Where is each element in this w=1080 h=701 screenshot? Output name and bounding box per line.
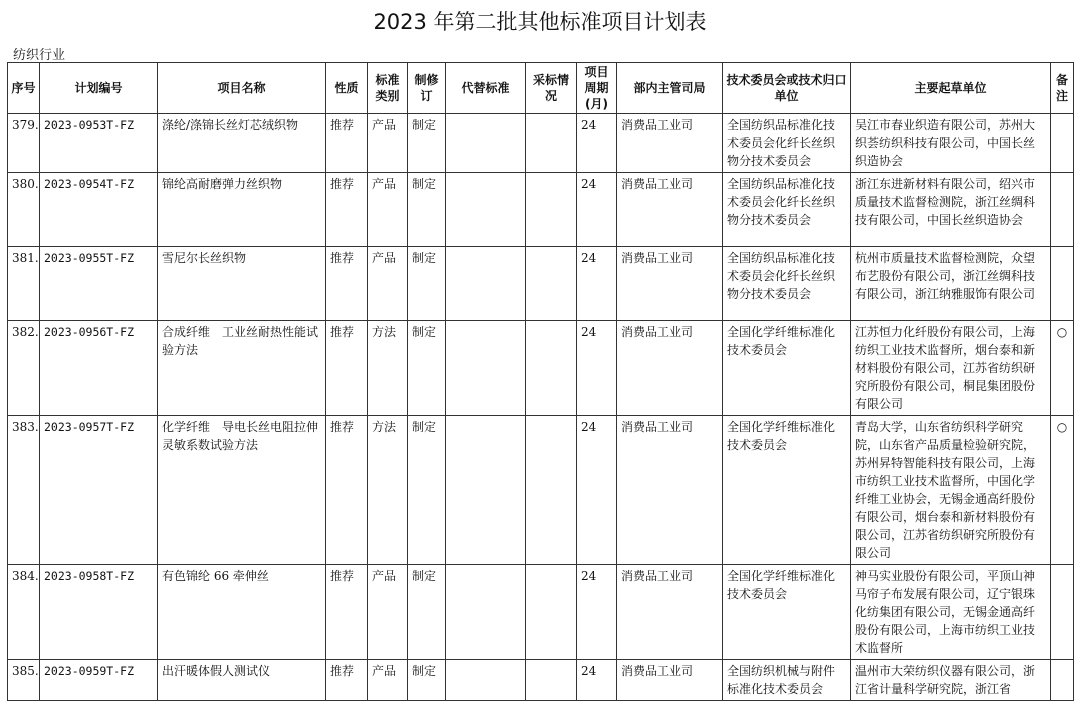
cell-type: 制定 — [408, 247, 446, 321]
cell-committee: 全国化学纤维标准化技术委员会 — [723, 416, 851, 565]
cell-period: 24 — [577, 114, 617, 173]
cell-note — [1051, 565, 1074, 660]
cell-adopt — [526, 321, 577, 416]
cell-note — [1051, 660, 1074, 701]
cell-seq: 383. — [8, 416, 40, 565]
col-header-dept: 部内主管司局 — [617, 63, 723, 114]
cell-category: 产品 — [368, 565, 408, 660]
cell-seq: 380. — [8, 173, 40, 247]
cell-name: 锦纶高耐磨弹力丝织物 — [158, 173, 326, 247]
cell-drafters: 温州市大荣纺织仪器有限公司，浙江省计量科学研究院，浙江省 — [851, 660, 1051, 701]
cell-committee: 全国化学纤维标准化技术委员会 — [723, 565, 851, 660]
cell-replace — [446, 173, 526, 247]
col-header-code: 计划编号 — [40, 63, 158, 114]
section-label: 纺织行业 — [13, 48, 66, 63]
cell-category: 产品 — [368, 247, 408, 321]
cell-replace — [446, 321, 526, 416]
col-header-drafters: 主要起草单位 — [851, 63, 1051, 114]
cell-drafters: 青岛大学，山东省纺织科学研究院，山东省产品质量检验研究院，苏州昇特智能科技有限公司，上海市纺织工业技术监督所，中国化学纤维工业协会，无锡金通高纤股份有限公司，烟台泰和新材料股份有限公司，江苏省纺织研究所股份有限公司 — [851, 416, 1051, 565]
cell-committee: 全国纺织品标准化技术委员会化纤长丝织物分技术委员会 — [723, 247, 851, 321]
cell-type: 制定 — [408, 321, 446, 416]
cell-type: 制定 — [408, 565, 446, 660]
col-header-replace: 代替标准 — [446, 63, 526, 114]
cell-seq: 381. — [8, 247, 40, 321]
cell-type: 制定 — [408, 173, 446, 247]
cell-drafters: 杭州市质量技术监督检测院，众望布艺股份有限公司，浙江丝绸科技有限公司，浙江纳雅服饰有限公司 — [851, 247, 1051, 321]
cell-committee: 全国纺织品标准化技术委员会化纤长丝织物分技术委员会 — [723, 114, 851, 173]
cell-adopt — [526, 565, 577, 660]
table-row — [8, 114, 1074, 173]
cell-name: 出汗暖体假人测试仪 — [158, 660, 326, 701]
cell-seq: 385. — [8, 660, 40, 701]
col-header-adopt: 采标情况 — [526, 63, 577, 114]
cell-note: ○ — [1051, 416, 1074, 565]
cell-category: 产品 — [368, 114, 408, 173]
cell-code: 2023-0957T-FZ — [40, 416, 158, 565]
cell-committee: 全国纺织机械与附件标准化技术委员会 — [723, 660, 851, 701]
col-header-note: 备注 — [1051, 63, 1074, 114]
cell-dept: 消费品工业司 — [617, 173, 723, 247]
cell-committee: 全国化学纤维标准化技术委员会 — [723, 321, 851, 416]
table-header-row — [8, 63, 1074, 114]
cell-nature: 推荐 — [326, 173, 368, 247]
cell-code: 2023-0956T-FZ — [40, 321, 158, 416]
table-row — [8, 321, 1074, 416]
cell-category: 产品 — [368, 660, 408, 701]
cell-seq: 384. — [8, 565, 40, 660]
cell-period: 24 — [577, 565, 617, 660]
cell-name: 合成纤维 工业丝耐热性能试验方法 — [158, 321, 326, 416]
cell-category: 方法 — [368, 321, 408, 416]
table-row — [8, 416, 1074, 565]
col-header-nature: 性质 — [326, 63, 368, 114]
page-title: 2023 年第二批其他标准项目计划表 — [373, 10, 707, 34]
cell-drafters: 吴江市春业织造有限公司，苏州大织荟纺织科技有限公司，中国长丝织造协会 — [851, 114, 1051, 173]
cell-replace — [446, 565, 526, 660]
cell-nature: 推荐 — [326, 660, 368, 701]
cell-note — [1051, 173, 1074, 247]
cell-dept: 消费品工业司 — [617, 660, 723, 701]
cell-note: ○ — [1051, 321, 1074, 416]
cell-period: 24 — [577, 173, 617, 247]
col-header-committee: 技术委员会或技术归口单位 — [723, 63, 851, 114]
cell-nature: 推荐 — [326, 247, 368, 321]
cell-adopt — [526, 660, 577, 701]
col-header-seq: 序号 — [8, 63, 40, 114]
table-row — [8, 247, 1074, 321]
cell-code: 2023-0954T-FZ — [40, 173, 158, 247]
cell-replace — [446, 660, 526, 701]
cell-adopt — [526, 114, 577, 173]
cell-code: 2023-0958T-FZ — [40, 565, 158, 660]
table-row — [8, 173, 1074, 247]
cell-drafters: 浙江东进新材料有限公司，绍兴市质量技术监督检测院，浙江丝绸科技有限公司，中国长丝织造协会 — [851, 173, 1051, 247]
cell-category: 产品 — [368, 173, 408, 247]
cell-nature: 推荐 — [326, 416, 368, 565]
cell-dept: 消费品工业司 — [617, 247, 723, 321]
cell-nature: 推荐 — [326, 114, 368, 173]
cell-adopt — [526, 173, 577, 247]
cell-nature: 推荐 — [326, 565, 368, 660]
cell-note — [1051, 114, 1074, 173]
cell-name: 化学纤维 导电长丝电阻拉伸灵敏系数试验方法 — [158, 416, 326, 565]
cell-type: 制定 — [408, 660, 446, 701]
cell-name: 涤纶/涤锦长丝灯芯绒织物 — [158, 114, 326, 173]
cell-dept: 消费品工业司 — [617, 565, 723, 660]
cell-period: 24 — [577, 247, 617, 321]
cell-code: 2023-0955T-FZ — [40, 247, 158, 321]
cell-replace — [446, 114, 526, 173]
plan-table — [7, 62, 1074, 701]
col-header-name: 项目名称 — [158, 63, 326, 114]
table-row — [8, 565, 1074, 660]
col-header-period: 项目周期(月) — [577, 63, 617, 114]
cell-name: 有色锦纶 66 牵伸丝 — [158, 565, 326, 660]
cell-seq: 379. — [8, 114, 40, 173]
cell-period: 24 — [577, 416, 617, 565]
cell-type: 制定 — [408, 416, 446, 565]
table-row — [8, 660, 1074, 701]
cell-type: 制定 — [408, 114, 446, 173]
cell-drafters: 神马实业股份有限公司，平顶山神马帘子布发展有限公司，辽宁银珠化纺集团有限公司，无锡金通高纤股份有限公司，上海市纺织工业技术监督所 — [851, 565, 1051, 660]
cell-category: 方法 — [368, 416, 408, 565]
cell-adopt — [526, 247, 577, 321]
cell-seq: 382. — [8, 321, 40, 416]
cell-committee: 全国纺织品标准化技术委员会化纤长丝织物分技术委员会 — [723, 173, 851, 247]
cell-replace — [446, 416, 526, 565]
cell-replace — [446, 247, 526, 321]
cell-name: 雪尼尔长丝织物 — [158, 247, 326, 321]
cell-dept: 消费品工业司 — [617, 114, 723, 173]
cell-code: 2023-0959T-FZ — [40, 660, 158, 701]
col-header-type: 制修订 — [408, 63, 446, 114]
cell-period: 24 — [577, 660, 617, 701]
cell-period: 24 — [577, 321, 617, 416]
col-header-category: 标准类别 — [368, 63, 408, 114]
cell-note — [1051, 247, 1074, 321]
cell-dept: 消费品工业司 — [617, 321, 723, 416]
cell-dept: 消费品工业司 — [617, 416, 723, 565]
cell-drafters: 江苏恒力化纤股份有限公司，上海纺织工业技术监督所，烟台泰和新材料股份有限公司，江苏省纺织研究所股份有限公司，桐昆集团股份有限公司 — [851, 321, 1051, 416]
cell-adopt — [526, 416, 577, 565]
cell-nature: 推荐 — [326, 321, 368, 416]
cell-code: 2023-0953T-FZ — [40, 114, 158, 173]
